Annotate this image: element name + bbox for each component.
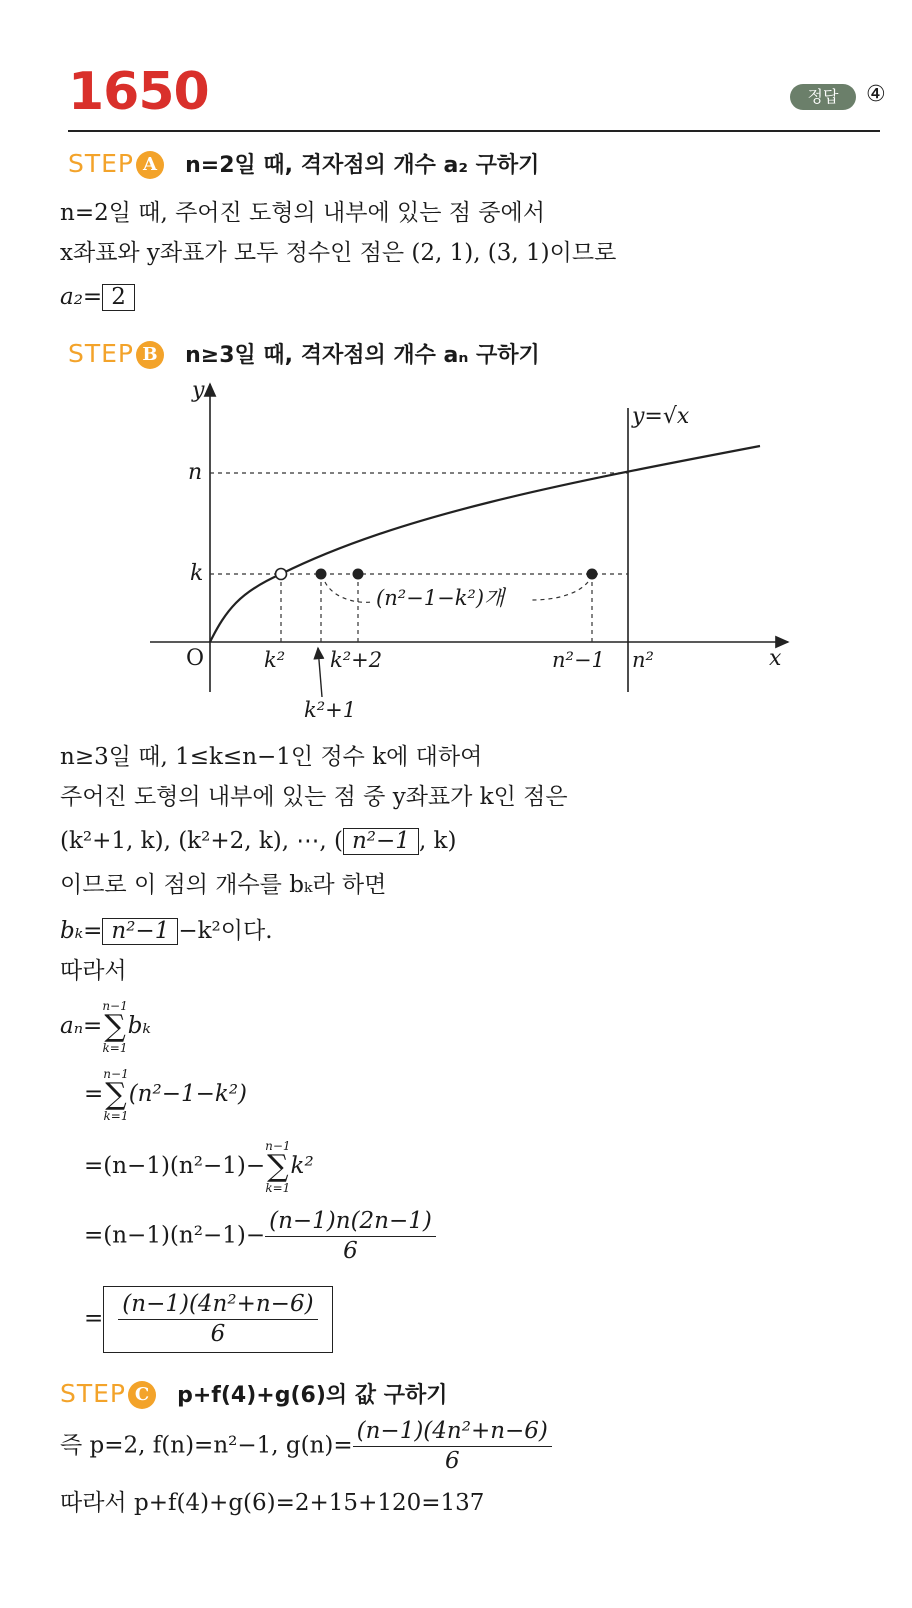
- arrow-k2p1: [318, 648, 322, 697]
- lattice-point-k2p1: [316, 569, 327, 580]
- sigma-2-symbol: ∑: [105, 1077, 127, 1112]
- sigma-1-symbol: ∑: [104, 1009, 126, 1044]
- sigma-2-upper: n−1: [103, 1067, 129, 1081]
- eq5-numerator: (n−1)(4n²+n−6): [118, 1293, 317, 1320]
- eq4-numerator: (n−1)n(2n−1): [265, 1210, 436, 1237]
- step-c-line1: [60, 1420, 552, 1473]
- answer-box-n2m1-a: n²−1: [343, 828, 419, 855]
- problem-number: 1650: [68, 62, 209, 122]
- sigma-3-symbol: ∑: [267, 1149, 289, 1184]
- step-c-badge: C: [128, 1381, 156, 1409]
- answer-box-a2: 2: [102, 284, 135, 311]
- points-list: (k²+1, k), (k²+2, k), ⋯, (: [60, 828, 343, 854]
- eq3-pre: =(n−1)(n²−1)−: [84, 1153, 266, 1179]
- tick-x-n2: n²: [632, 648, 654, 672]
- an-lhs: aₙ=: [60, 1013, 103, 1039]
- count-arc-left: [325, 582, 372, 602]
- step-b-title: n≥3일 때, 격자점의 개수 aₙ 구하기: [185, 343, 540, 368]
- tick-x-k2p2: k²+2: [330, 648, 383, 672]
- g-denominator: 6: [444, 1448, 460, 1474]
- tick-x-n2m1: n²−1: [552, 648, 605, 672]
- sqrt-curve: [210, 446, 760, 642]
- eq5-sign: =: [84, 1305, 104, 1332]
- step-b-line5: [60, 918, 273, 945]
- a2-lhs: a₂=: [60, 284, 103, 310]
- y-axis-label: y: [192, 378, 205, 403]
- g-fraction: [353, 1420, 552, 1473]
- step-b-line3: [60, 828, 456, 855]
- points-list-end: , k): [418, 828, 457, 854]
- open-point: [276, 569, 287, 580]
- bk-rhs: −k²이다.: [178, 918, 273, 944]
- step-b-line2: 주어진 도형의 내부에 있는 점 중 y좌표가 k인 점은: [60, 784, 568, 810]
- sigma-2: [103, 1068, 128, 1122]
- eq1-rhs: bₖ: [127, 1013, 151, 1039]
- eq-line-2: [84, 1068, 247, 1122]
- eq4-pre: =(n−1)(n²−1)−: [84, 1222, 266, 1249]
- tick-y-n: n: [188, 460, 203, 485]
- g-numerator: (n−1)(4n²+n−6): [353, 1420, 552, 1447]
- sigma-1-lower: k=1: [102, 1041, 128, 1055]
- sigma-1-upper: n−1: [102, 999, 128, 1013]
- step-b-badge: B: [136, 341, 164, 369]
- step-a-line2: x좌표와 y좌표가 모두 정수인 점은 (2, 1), (3, 1)이므로: [60, 240, 617, 266]
- origin-label: O: [186, 646, 205, 671]
- step-b-line1: n≥3일 때, 1≤k≤n−1인 정수 k에 대하여: [60, 744, 483, 770]
- answer-badge: 정답: [790, 84, 856, 110]
- answer-box-n2m1-b: n²−1: [102, 918, 178, 945]
- eq-line-1: [60, 1000, 151, 1054]
- x-axis-label: x: [769, 646, 782, 671]
- step-b-line6: 따라서: [60, 958, 127, 984]
- step-a-label: STEP: [68, 149, 135, 178]
- step-b-line4: 이므로 이 점의 개수를 bₖ라 하면: [60, 872, 387, 898]
- sigma-3-upper: n−1: [265, 1139, 291, 1153]
- eq-line-5: [84, 1286, 333, 1353]
- answer-value: ④: [866, 82, 886, 107]
- sigma-2-lower: k=1: [103, 1109, 129, 1123]
- eq3-post: k²: [290, 1153, 314, 1179]
- sigma-1: [102, 1000, 127, 1054]
- answer-box-an: [103, 1286, 332, 1353]
- step-b-label: STEP: [68, 339, 135, 368]
- count-arc-right: [532, 582, 588, 600]
- bk-lhs: bₖ=: [60, 918, 103, 944]
- eq4-denominator: 6: [343, 1238, 358, 1264]
- step-c-label: STEP: [60, 1379, 127, 1408]
- step-c-header: [60, 1378, 447, 1409]
- count-label: (n²−1−k²)개: [376, 586, 505, 610]
- eq-line-4: [84, 1210, 436, 1263]
- eq5-fraction: [118, 1293, 317, 1346]
- eq2-sign: =: [84, 1081, 104, 1107]
- function-defs: 즉 p=2, f(n)=n²−1, g(n)=: [60, 1432, 353, 1459]
- step-c-title: p+f(4)+g(6)의 값 구하기: [177, 1383, 448, 1408]
- curve-label: y=√x: [632, 404, 690, 429]
- tick-x-k2: k²: [264, 648, 286, 672]
- eq5-denominator: 6: [210, 1321, 226, 1347]
- eq4-fraction: [265, 1210, 436, 1263]
- lattice-point-n2m1: [587, 569, 598, 580]
- tick-y-k: k: [190, 561, 204, 586]
- sigma-3-lower: k=1: [265, 1181, 291, 1195]
- lattice-point-k2p2: [353, 569, 364, 580]
- step-a-line1: n=2일 때, 주어진 도형의 내부에 있는 점 중에서: [60, 200, 545, 226]
- final-answer-line: 따라서 p+f(4)+g(6)=2+15+120=137: [60, 1490, 485, 1516]
- eq2-rhs: (n²−1−k²): [128, 1081, 248, 1107]
- eq-line-3: [84, 1140, 314, 1194]
- step-a-badge: A: [136, 151, 164, 179]
- arrow-label: k²+1: [304, 698, 357, 722]
- step-a-title: n=2일 때, 격자점의 개수 a₂ 구하기: [185, 153, 540, 178]
- lattice-graph: [0, 0, 912, 740]
- sigma-3: [265, 1140, 290, 1194]
